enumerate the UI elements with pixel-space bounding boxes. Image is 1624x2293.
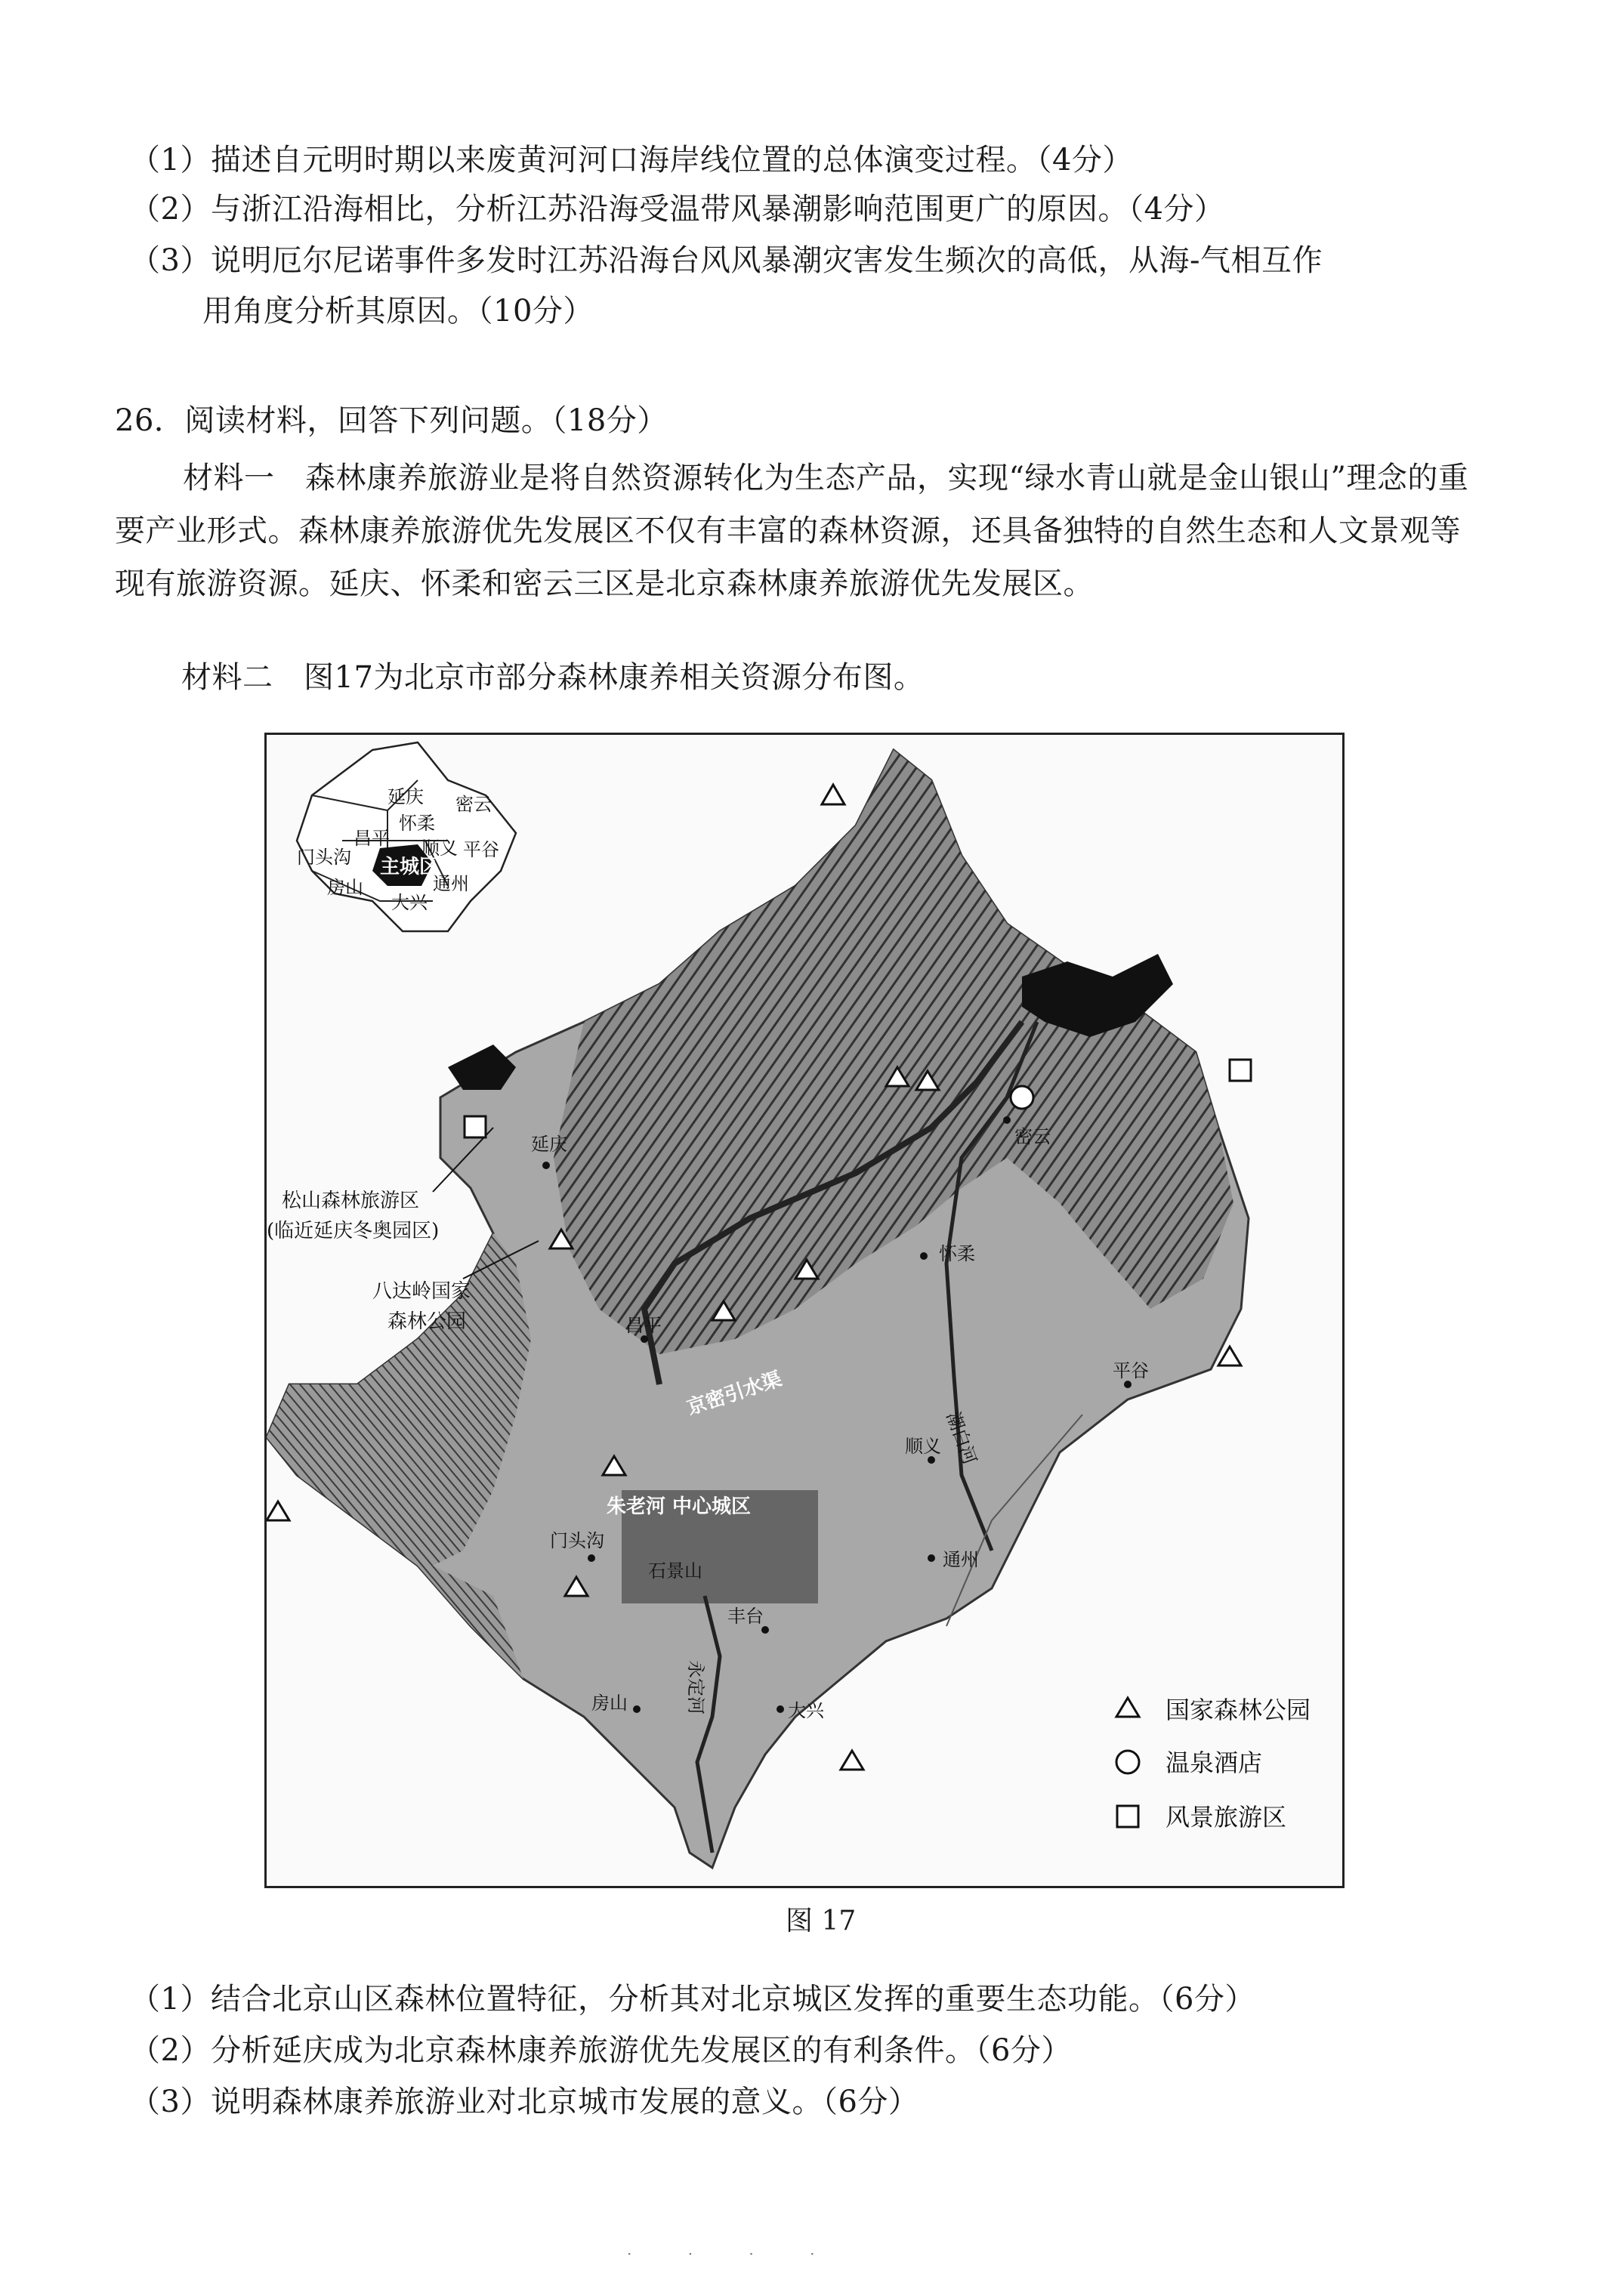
material-two: 材料二 图17为北京市部分森林康养相关资源分布图。 (181, 660, 925, 695)
place-pinggu: 平谷 (1113, 1360, 1149, 1381)
place-changping: 昌平 (625, 1315, 662, 1336)
annot-badaling-2: 森林公园 (387, 1310, 467, 1333)
legend-label-hot-spring: 温泉酒店 (1166, 1748, 1263, 1777)
place-shunyi: 顺义 (905, 1436, 941, 1457)
prev-question-3: （3）说明厄尔尼诺事件多发时江苏沿海台风风暴潮灾害发生频次的高低，从海-气相互作 (130, 243, 1323, 278)
prev-question-1: （1）描述自元明时期以来废黄河河口海岸线位置的总体演变过程。（4分） (130, 143, 1133, 177)
beijing-resource-map (264, 733, 1345, 1888)
place-shijingshan: 石景山 (648, 1560, 702, 1582)
question-26-header: 26．阅读材料，回答下列问题。（18分） (115, 403, 668, 438)
legend-label-forest-park: 国家森林公园 (1166, 1696, 1311, 1724)
inset-label-huairou: 怀柔 (399, 813, 435, 834)
place-fangshan: 房山 (591, 1693, 628, 1714)
inset-label-yanqing: 延庆 (387, 786, 424, 807)
label-yongding-river: 永定河 (685, 1660, 706, 1714)
hot-spring-marker (1011, 1086, 1033, 1109)
inset-label-mentougou: 门头沟 (297, 847, 351, 868)
scenic-area-marker (1230, 1060, 1251, 1081)
sub-question-2: （2）分析延庆成为北京森林康养旅游优先发展区的有利条件。（6分） (130, 2033, 1072, 2068)
map-legend (1116, 1696, 1311, 1832)
place-miyun: 密云 (1014, 1126, 1051, 1147)
inset-label-tongzhou: 通州 (433, 873, 469, 894)
place-tongzhou: 通州 (943, 1549, 979, 1570)
legend-circle-icon (1116, 1751, 1139, 1773)
legend-label-scenic: 风景旅游区 (1166, 1803, 1287, 1832)
annot-songshan-1: 松山森林旅游区 (282, 1190, 420, 1212)
label-jingmi-canal: 京密引水渠 (684, 1367, 785, 1420)
inset-label-fangshan: 房山 (327, 877, 363, 898)
annot-central-city: 朱老河 中心城区 (607, 1495, 752, 1518)
place-fengtai: 丰台 (727, 1606, 764, 1627)
legend-triangle-icon (1116, 1698, 1139, 1717)
inset-label-main-city: 主城区 (380, 856, 440, 878)
forest-park-marker (822, 785, 844, 804)
inset-label-shunyi: 顺义 (421, 838, 458, 859)
inset-label-pinggu: 平谷 (463, 839, 499, 860)
prev-question-2: （2）与浙江沿海相比，分析江苏沿海受温带风暴潮影响范围更广的原因。（4分） (130, 192, 1225, 227)
place-yanqing: 延庆 (531, 1134, 567, 1155)
inset-label-daxing: 大兴 (391, 892, 428, 913)
annot-songshan-2: (临近延庆冬奥园区) (267, 1220, 440, 1242)
forest-park-marker (267, 1501, 289, 1520)
forest-park-marker (841, 1751, 863, 1770)
material-one: 材料一 森林康养旅游业是将自然资源转化为生态产品，实现“绿水青山就是金山银山”理念的重要产业形式。森林康养旅游优先发展区不仅有丰富的森林资源，还具备独特的自然生态和人文景观等现有旅游资源。延庆、怀柔和密云三区是北京森林康养旅游优先发展区。 (115, 461, 1469, 601)
inset-label-miyun: 密云 (455, 794, 492, 815)
annot-badaling-1: 八达岭国家 (372, 1280, 471, 1303)
place-daxing: 大兴 (788, 1700, 824, 1721)
label-chaobai-river: 潮白河 (942, 1409, 981, 1467)
place-huairou: 怀柔 (939, 1243, 975, 1264)
sub-question-1: （1）结合北京山区森林位置特征，分析其对北京城区发挥的重要生态功能。（6分） (130, 1982, 1255, 2017)
footer-dots: · · · · (627, 2245, 841, 2263)
prev-question-3-cont: 用角度分析其原因。（10分） (202, 294, 594, 329)
legend-square-icon (1117, 1806, 1138, 1827)
place-mentougou: 门头沟 (550, 1530, 604, 1551)
scenic-area-marker (465, 1116, 486, 1137)
sub-question-3: （3）说明森林康养旅游业对北京城市发展的意义。（6分） (130, 2085, 919, 2119)
inset-label-changping: 昌平 (354, 828, 390, 849)
figure-caption: 图 17 (786, 1906, 857, 1937)
map-svg (267, 735, 1342, 1886)
